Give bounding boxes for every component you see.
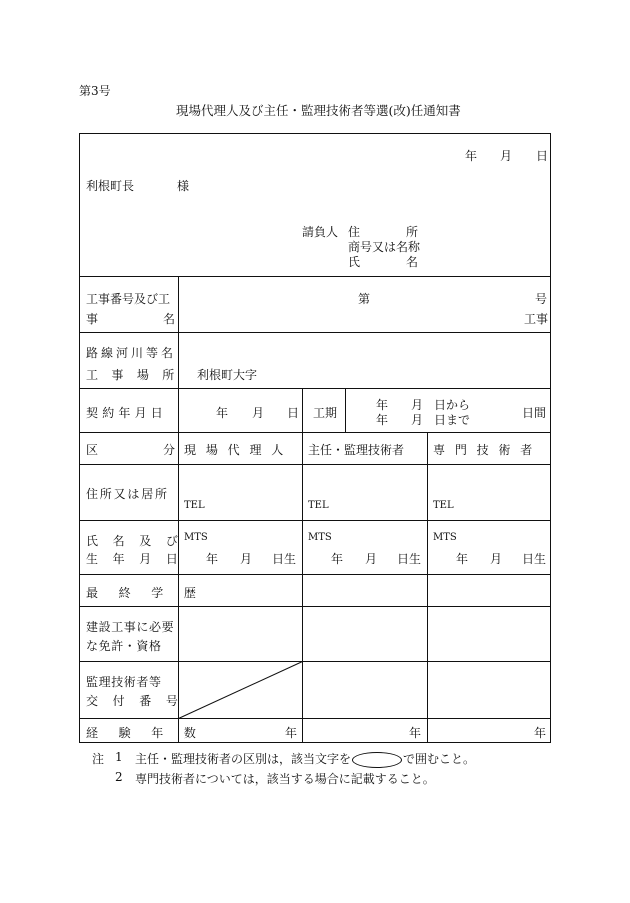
birth-day-chief-engineer: 日生 [397, 552, 422, 566]
birth-year-specialist-engineer: 年 [456, 552, 469, 566]
column-header-site-agent: 現 場 代 理 人 [184, 443, 287, 457]
contractor-name-label-b: 名 [406, 255, 419, 269]
contractor-address-label-b: 所 [406, 225, 419, 239]
birth-month-specialist-engineer: 月 [490, 552, 503, 566]
work-number-label-line1: 工事番号及び工 [86, 292, 171, 306]
experience-unit-site-agent: 年 [285, 726, 298, 740]
form-number: 第3号 [79, 84, 111, 98]
contractor-label: 請負人 [302, 225, 339, 239]
enclosing-circle-sample [352, 752, 402, 768]
period-to-suffix: 日まで [434, 413, 471, 427]
tel-label-chief-engineer: TEL [308, 500, 329, 511]
contract-month: 月 [252, 406, 265, 420]
contract-date-label: 契約年月日 [86, 406, 168, 420]
contractor-company-label: 商号又は名称 [348, 240, 421, 254]
period-from-month: 月 [411, 398, 424, 412]
experience-label: 経 験 年 数 [86, 726, 205, 740]
note-prefix: 注 [92, 752, 105, 766]
tel-label-specialist-engineer: TEL [433, 500, 454, 511]
birth-day-site-agent: 日生 [272, 552, 297, 566]
birth-month-chief-engineer: 月 [365, 552, 378, 566]
birth-month-site-agent: 月 [240, 552, 253, 566]
work-number-label-line2a: 事 [86, 312, 99, 326]
period-to-year: 年 [376, 413, 389, 427]
date-day-label: 日 [536, 149, 549, 163]
license-label-line1: 建設工事に必要 [86, 620, 175, 634]
note-1-number: 1 [115, 750, 123, 764]
route-label-line2: 工 事 場 所 [86, 368, 180, 382]
contractor-name-label-a: 氏 [348, 255, 361, 269]
note-1-text-after: で囲むこと。 [403, 752, 476, 766]
period-from-suffix: 日から [434, 398, 471, 412]
addressee-honorific: 様 [177, 179, 190, 193]
note-2-text: 専門技術者については，該当する場合に記載すること。 [135, 772, 435, 786]
category-label-b: 分 [163, 443, 176, 457]
work-label: 工事 [524, 312, 549, 326]
addressee-name: 利根町長 [86, 179, 135, 193]
birth-label-line2: 生 年 月 日 [86, 552, 184, 566]
date-month-label: 月 [500, 149, 513, 163]
column-header-specialist-engineer: 専 門 技 術 者 [433, 443, 536, 457]
document-title: 現場代理人及び主任・監理技術者等選(改)任通知書 [176, 103, 461, 118]
period-days: 日間 [522, 406, 547, 420]
supervisor-number-label-line2: 交 付 番 号 [86, 694, 184, 708]
period-from-year: 年 [376, 398, 389, 412]
column-header-chief-engineer: 主任・監理技術者 [308, 443, 405, 457]
route-label-line1: 路線河川等名 [86, 346, 177, 360]
tel-label-site-agent: TEL [184, 500, 205, 511]
experience-unit-chief-engineer: 年 [409, 726, 422, 740]
birth-year-chief-engineer: 年 [331, 552, 344, 566]
era-chief-engineer: MTS [308, 532, 332, 543]
note-1-text-before: 主任・監理技術者の区別は，該当文字を [135, 752, 352, 766]
education-label: 最 終 学 歴 [86, 586, 205, 600]
work-number-label-line2b: 名 [163, 312, 176, 326]
date-year-label: 年 [465, 149, 478, 163]
contractor-address-label-a: 住 [348, 225, 361, 239]
work-number-prefix: 第 [358, 292, 371, 306]
diagonal-strike [179, 662, 303, 719]
birth-day-specialist-engineer: 日生 [522, 552, 547, 566]
period-to-month: 月 [411, 413, 424, 427]
contract-day: 日 [287, 406, 300, 420]
note-2-number: 2 [115, 770, 123, 784]
work-place-value: 利根町大字 [197, 368, 258, 382]
contract-year: 年 [216, 406, 229, 420]
era-site-agent: MTS [184, 532, 208, 543]
experience-unit-specialist-engineer: 年 [534, 726, 547, 740]
work-number-suffix: 号 [535, 292, 548, 306]
note-1-text [135, 750, 475, 768]
category-label-a: 区 [86, 443, 99, 457]
address-label: 住所又は居所 [86, 487, 169, 501]
license-label-line2: な免許・資格 [86, 639, 162, 653]
era-specialist-engineer: MTS [433, 532, 457, 543]
birth-year-site-agent: 年 [206, 552, 219, 566]
supervisor-number-label-line1: 監理技術者等 [86, 675, 162, 689]
birth-label-line1: 氏 名 及 び [86, 534, 184, 548]
period-label: 工期 [313, 406, 338, 420]
